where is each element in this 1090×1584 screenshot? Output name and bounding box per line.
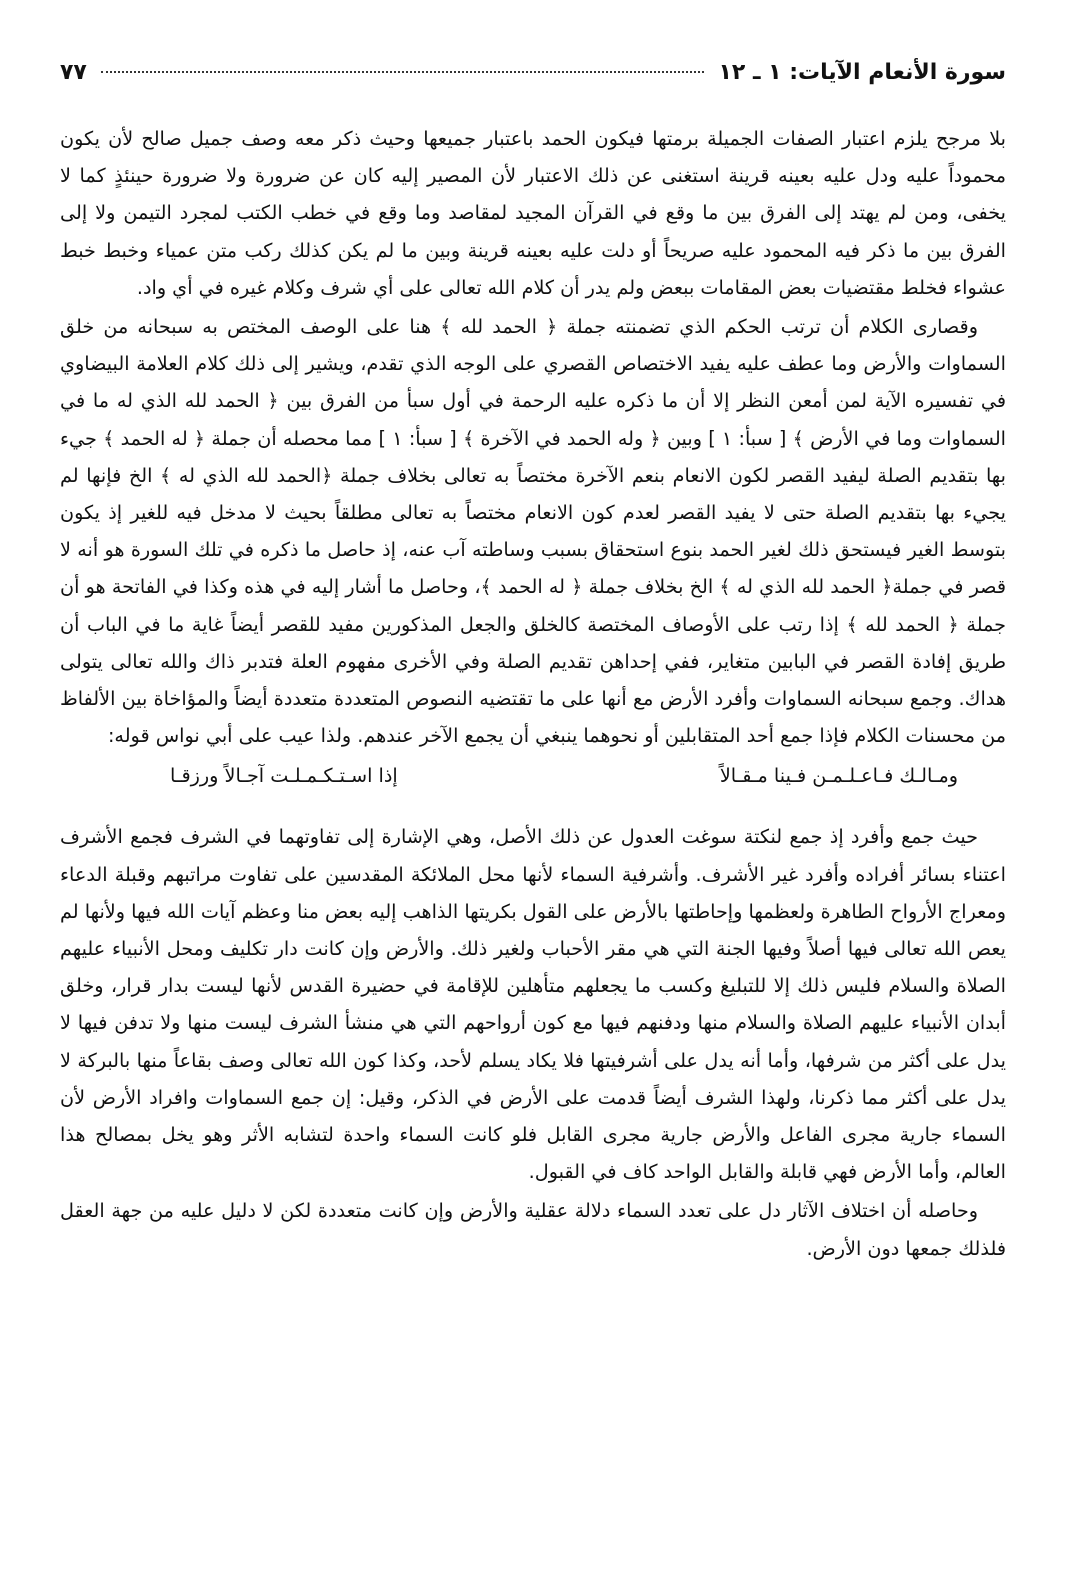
paragraph-4: وحاصله أن اختلاف الآثار دل على تعدد السماء دلالة عقلية والأرض وإن كانت متعددة لكن لا دليل عليه من جهة العقل فلذلك جمعها دون الأرض. (60, 1199, 1006, 1260)
header-title: سورة الأنعام الآيات: ١ ـ ١٢ (718, 60, 1006, 85)
paragraph-3: حيث جمع وأفرد إذ جمع لنكتة سوغت العدول عن ذلك الأصل، وهي الإشارة إلى تفاوتهما في الشرف فجمع الأشرف اعتناء بسائر أفراده وأفرد غير الأشرف. وأشرفية السماء لأنها محل الملائكة المقدسين على تفاوت مراتبهم وقبلة الدعاء ومعراج الأرواح الطاهرة ولعظمها وإحاطتها بالأرض على القول بكريتها الذاهب إليه بعض منا وعظم آيات الله فيها ولأنها لم يعص الله تعالى فيها أصلاً وفيها الجنة التي هي مقر الأحباب ولغير ذلك. والأرض وإن كانت دار تكليف ومحل الأنبياء عليهم الصلاة والسلام فليس ذلك إلا للتبليغ وكسب ما يجعلهم متأهلين للإقامة في حضيرة القدس لأنها ليست بدار قرار، وخلق أبدان الأنبياء عليهم الصلاة والسلام منها ودفنهم فيها مع كون أرواحهم التي هي منشأ الشرف ليست منها ولا تدفن فيها لا يدل على أكثر من شرفها، وأما أنه يدل على أشرفيتها فلا يكاد يسلم لأحد، وكذا كون الله تعالى وصف بقاعاً منها بالبركة لا يدل على أكثر مما ذكرنا، ولهذا الشرف أيضاً قدمت على الأرض في الذكر، وقيل: إن جمع السماوات وافراد الأرض لأن السماء جارية مجرى الفاعل والأرض جارية مجرى القابل فلو كانت السماء واحدة لتشابه الأثر وهو يخل بمصالح هذا العالم، وأما الأرض فهي قابلة والقابل الواحد كاف في القبول. (60, 825, 1006, 1184)
paragraph-2: وقصارى الكلام أن ترتب الحكم الذي تضمنته جملة ﴿ الحمد لله ﴾ هنا على الوصف المختص به سبحانه من خلق السماوات والأرض وما عطف عليه يفيد الاختصاص القصري على الوجه الذي تقدم، ويشير إلى ذلك كلام العلامة البيضاوي في تفسيره الآية لمن أمعن النظر إلا أن ما ذكره عليه الرحمة في أول سبأ من الفرق بين ﴿ الحمد لله الذي له ما في السماوات وما في الأرض ﴾ [ سبأ: ١ ] وبين ﴿ وله الحمد في الآخرة ﴾ [ سبأ: ١ ] مما محصله أن جملة ﴿ له الحمد ﴾ جيء بها بتقديم الصلة ليفيد القصر لكون الانعام بنعم الآخرة مختصاً به تعالى بخلاف جملة ﴿الحمد لله الذي له ﴾ الخ فإنها لم يجيء بها بتقديم الصلة حتى لا يفيد القصر لعدم كون الانعام مختصاً به تعالى مطلقاً بحيث لا مدخل فيه للغير إذ يكون بتوسط الغير فيستحق ذلك لغير الحمد بنوع استحقاق بسبب وساطته آب عنه، إذ حاصل ما ذكره في تلك السورة هو أنه لا قصر في جملة﴿ الحمد لله الذي له ﴾ الخ بخلاف جملة ﴿ له الحمد ﴾، وحاصل ما أشار إليه في هذه وكذا في الفاتحة هو أن جملة ﴿ الحمد لله ﴾ إذا رتب على الأوصاف المختصة كالخلق والجعل المذكورين مفيد للقصر أيضاً غاية ما في الباب أن طريق إفادة القصر في البابين متغاير، ففي إحداهن تقديم الصلة وفي الأخرى مفهوم العلة فتدبر ذاك والله تعالى يتولى هداك. وجمع سبحانه السماوات وأفرد الأرض مع أنها على ما تقتضيه النصوص المتعددة متعددة أيضاً والمؤاخاة بين الألفاظ من محسنات الكلام فإذا جمع أحد المتقابلين أو نحوهما ينبغي أن يجمع الآخر عندهم. ولذا عيب على أبي نواس قوله: (60, 315, 1006, 748)
running-header (60, 60, 1006, 104)
book-page (60, 60, 1006, 1540)
paragraph-1: بلا مرجح يلزم اعتبار الصفات الجميلة برمتها فيكون الحمد باعتبار جميعها وحيث ذكر معه وصف جميل صالح لأن يكون محموداً عليه ودل عليه بعينه قرينة استغنى عن ذلك الاعتبار لأن المصير إليه كان عن ضرورة ولا ضرورة حينئذٍ كما لا يخفى، ومن لم يهتد إلى الفرق بين ما وقع في القرآن المجيد لمقاصد وما وقع في خطب الكتب لمجرد التيمن ولا إلى الفرق بين ما ذكر فيه المحمود عليه صريحاً أو دلت عليه بعينه قرينة وبين ما لم يكن كذلك ركب متن عمياء وخبط خبط عشواء فخلط مقتضيات بعض المقامات ببعض ولم يدر أن كلام الله تعالى على أي شرف وكلام غيره في أي واد. (60, 127, 1006, 299)
poetry-verse (60, 756, 1006, 796)
verse-second-hemistich: إذا اسـتـكـمـلـت آجـالاً ورزقـا (170, 764, 398, 788)
body-text (60, 120, 1006, 1267)
header-dot-leader (101, 71, 705, 73)
page-number: ٧٧ (60, 60, 87, 85)
verse-first-hemistich: ومـالـك فـاعـلـمـن فـينا مـقـالاً (719, 764, 958, 788)
